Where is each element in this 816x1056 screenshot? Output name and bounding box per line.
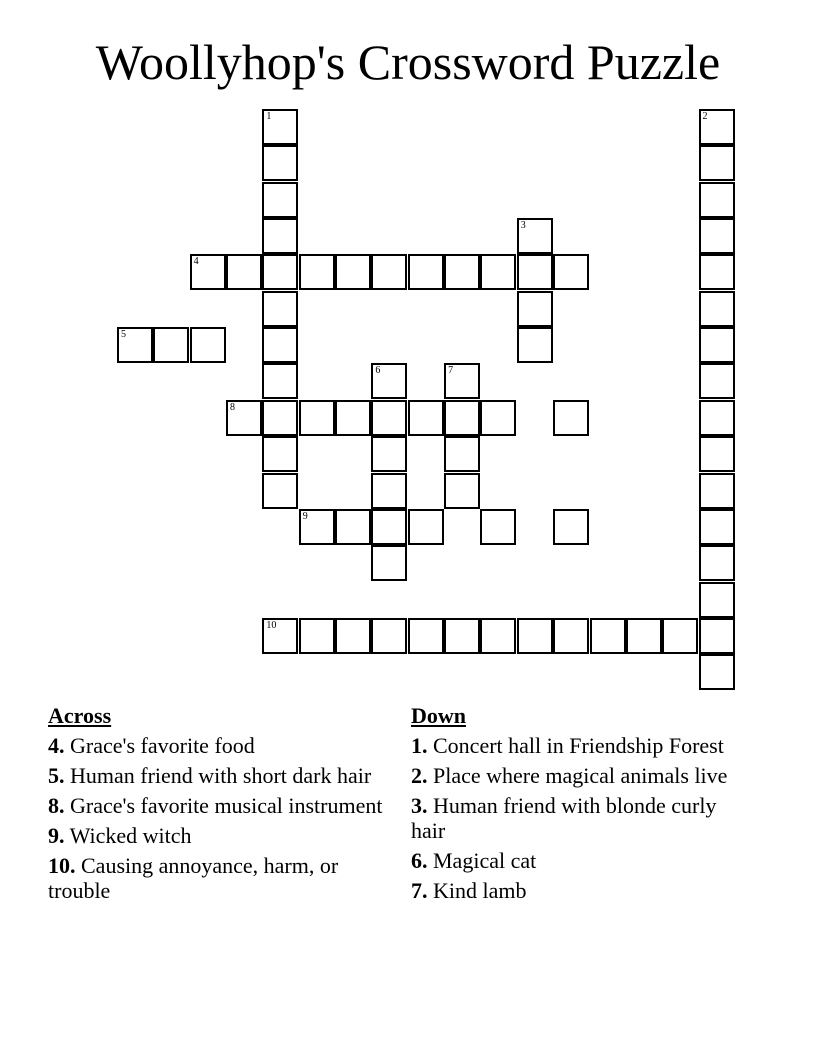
grid-cell[interactable]	[117, 327, 153, 363]
clue-number-label: 8	[230, 401, 235, 413]
grid-cell[interactable]	[226, 254, 262, 290]
grid-cell[interactable]	[699, 218, 735, 254]
grid-cell[interactable]	[517, 254, 553, 290]
grid-cell[interactable]	[299, 618, 335, 654]
grid-cell[interactable]	[262, 218, 298, 254]
grid-cell[interactable]	[371, 545, 407, 581]
clue-number: 4.	[48, 733, 65, 758]
grid-cell[interactable]	[699, 145, 735, 181]
clue-number: 2.	[411, 763, 428, 788]
clue-text: Human friend with short dark hair	[70, 763, 372, 788]
grid-cell[interactable]	[226, 400, 262, 436]
grid-cell[interactable]	[444, 436, 480, 472]
grid-cell[interactable]	[408, 509, 444, 545]
across-clue	[48, 823, 393, 848]
grid-cell[interactable]	[444, 400, 480, 436]
grid-cell[interactable]	[408, 618, 444, 654]
grid-cell[interactable]	[699, 182, 735, 218]
grid-cell[interactable]	[371, 509, 407, 545]
clue-number: 6.	[411, 848, 428, 873]
grid-cell[interactable]	[262, 618, 298, 654]
clue-number: 1.	[411, 733, 428, 758]
grid-cell[interactable]	[335, 400, 371, 436]
grid-cell[interactable]	[371, 400, 407, 436]
grid-cell[interactable]	[262, 145, 298, 181]
grid-cell[interactable]	[699, 618, 735, 654]
clue-number-label: 7	[448, 365, 454, 377]
grid-cell[interactable]	[335, 254, 371, 290]
clue-number: 3.	[411, 793, 428, 818]
down-clue	[411, 763, 741, 788]
across-heading: Across	[48, 703, 112, 728]
grid-cell[interactable]	[699, 327, 735, 363]
clue-number: 10.	[48, 853, 76, 878]
across-clue	[48, 733, 393, 758]
grid-cell[interactable]	[262, 363, 298, 399]
grid-cell[interactable]	[371, 618, 407, 654]
grid-cell[interactable]	[699, 363, 735, 399]
clue-number-label: 10	[266, 619, 277, 631]
grid-cell[interactable]	[262, 473, 298, 509]
clue-text: Grace's favorite musical instrument	[70, 793, 383, 818]
grid-cell[interactable]	[699, 109, 735, 145]
grid-cell[interactable]	[262, 254, 298, 290]
clue-text: Grace's favorite food	[70, 733, 255, 758]
across-clue	[48, 793, 393, 818]
grid-cell[interactable]	[699, 473, 735, 509]
grid-cell[interactable]	[262, 327, 298, 363]
clue-number-label: 9	[302, 510, 308, 522]
grid-cell[interactable]	[517, 618, 553, 654]
grid-cell[interactable]	[699, 400, 735, 436]
across-clues	[48, 703, 393, 908]
grid-cell[interactable]	[299, 509, 335, 545]
grid-cell[interactable]	[262, 109, 298, 145]
grid-cell[interactable]	[371, 363, 407, 399]
clue-number: 8.	[48, 793, 65, 818]
grid-cell[interactable]	[262, 436, 298, 472]
grid-cell[interactable]	[699, 254, 735, 290]
clue-text: Causing annoyance, harm, or trouble	[48, 853, 339, 903]
grid-cell[interactable]	[699, 436, 735, 472]
grid-cell[interactable]	[371, 254, 407, 290]
clue-text: Concert hall in Friendship Forest	[433, 733, 724, 758]
across-clue	[48, 763, 393, 788]
grid-cell[interactable]	[699, 509, 735, 545]
grid-cell[interactable]	[444, 473, 480, 509]
clue-number-label: 2	[702, 111, 708, 122]
grid-cell[interactable]	[408, 400, 444, 436]
grid-cell[interactable]	[262, 400, 298, 436]
grid-cell[interactable]	[408, 254, 444, 290]
grid-cell[interactable]	[517, 327, 553, 363]
down-clue	[411, 793, 741, 843]
grid-cell[interactable]	[299, 254, 335, 290]
grid-cell[interactable]	[444, 254, 480, 290]
clue-number: 9.	[48, 823, 65, 848]
grid-cell[interactable]	[335, 618, 371, 654]
down-heading: Down	[411, 703, 467, 728]
clue-number-label: 3	[520, 220, 526, 232]
grid-cell[interactable]	[262, 291, 298, 327]
grid-cell[interactable]	[590, 618, 626, 654]
grid-cell[interactable]	[699, 545, 735, 581]
clue-text: Place where magical animals live	[433, 763, 728, 788]
grid-cell[interactable]	[699, 654, 735, 690]
grid-cell[interactable]	[444, 618, 480, 654]
clue-text: Human friend with blonde curly hair	[411, 793, 717, 843]
clue-text: Wicked witch	[69, 823, 192, 848]
grid-cell[interactable]	[299, 400, 335, 436]
grid-cell[interactable]	[553, 400, 589, 436]
grid-cell[interactable]	[335, 509, 371, 545]
grid-cell[interactable]	[553, 618, 589, 654]
clue-text: Kind lamb	[433, 878, 527, 903]
grid-cell[interactable]	[480, 618, 516, 654]
grid-cell[interactable]	[190, 327, 226, 363]
grid-cell[interactable]	[371, 436, 407, 472]
clue-number-label: 6	[375, 365, 381, 377]
grid-cell[interactable]	[626, 618, 662, 654]
clue-number-label: 1	[266, 111, 272, 122]
down-clue	[411, 848, 741, 873]
grid-cell[interactable]	[480, 254, 516, 290]
clue-number: 5.	[48, 763, 65, 788]
grid-cell[interactable]	[444, 363, 480, 399]
grid-cell[interactable]	[699, 291, 735, 327]
grid-cell[interactable]	[262, 182, 298, 218]
page-title: Woollyhop's Crossword Puzzle	[95, 34, 721, 90]
grid-cell[interactable]	[371, 473, 407, 509]
clue-number: 7.	[411, 878, 428, 903]
clue-text: Magical cat	[433, 848, 537, 873]
down-clue	[411, 733, 741, 758]
grid-cell[interactable]	[517, 291, 553, 327]
grid-cell[interactable]	[153, 327, 189, 363]
across-clue	[48, 853, 393, 903]
grid-cell[interactable]	[553, 509, 589, 545]
grid-cell[interactable]	[553, 254, 589, 290]
grid-cell[interactable]	[190, 254, 226, 290]
down-clues	[411, 703, 741, 908]
grid-cell[interactable]	[480, 509, 516, 545]
down-clue	[411, 878, 741, 903]
clue-number-label: 4	[193, 256, 199, 268]
grid-cell[interactable]	[662, 618, 698, 654]
grid-cell[interactable]	[699, 582, 735, 618]
grid-cell[interactable]	[480, 400, 516, 436]
clue-number-label: 5	[120, 329, 126, 341]
grid-cell[interactable]	[517, 218, 553, 254]
